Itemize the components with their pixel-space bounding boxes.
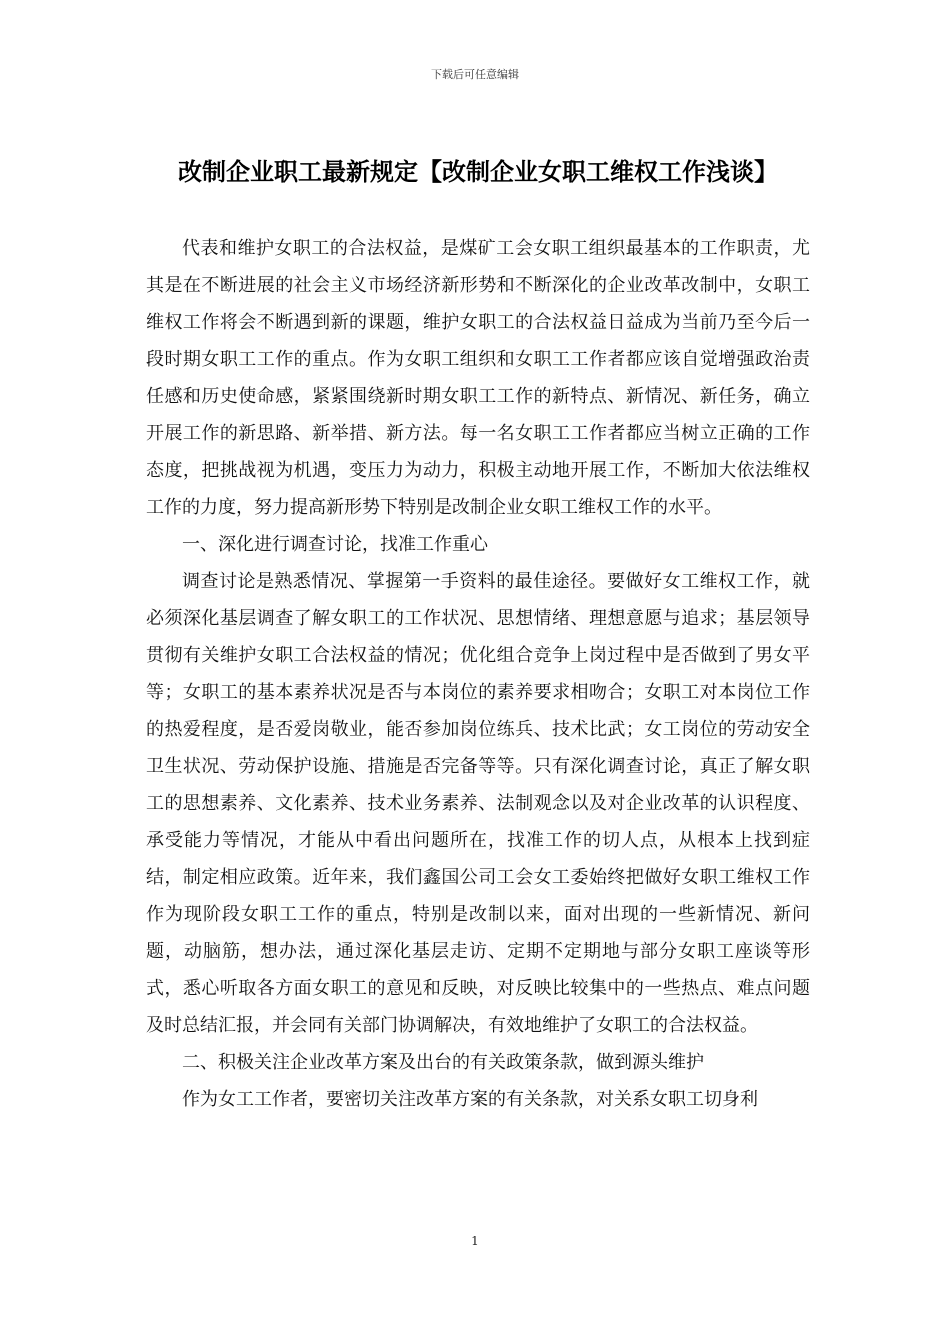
- page-number: 1: [471, 1234, 479, 1248]
- document-title: 改制企业职工最新规定【改制企业女职工维权工作浅谈】: [178, 158, 778, 186]
- document-body: [146, 230, 810, 1118]
- section-heading-1: 一、深化进行调查讨论，找准工作重心: [182, 534, 488, 555]
- page-header-note: 下载后可任意编辑: [431, 68, 519, 81]
- paragraph-section-2: 作为女工工作者，要密切关注改革方案的有关条款，对关系女职工切身利: [182, 1089, 758, 1110]
- paragraph-intro: 代表和维护女职工的合法权益，是煤矿工会女职工组织最基本的工作职责，尤其是在不断进展的社会主义市场经济新形势和不断深化的企业改革改制中，女职工维权工作将会不断遇到新的课题，维护女职工的合法权益日益成为当前乃至今后一段时期女职工工作的重点。作为女职工组织和女职工工作者都应该自觉增强政治责任感和历史使命感，紧紧围绕新时期女职工工作的新特点、新情况、新任务，确立开展工作的新思路、新举措、新方法。每一名女职工工作者都应当树立正确的工作态度，把挑战视为机遇，变压力为动力，积极主动地开展工作，不断加大依法维权工作的力度，努力提高新形势下特别是改制企业女职工维权工作的水平。: [146, 238, 810, 518]
- section-heading-2: 二、积极关注企业改革方案及出台的有关政策条款，做到源头维护: [182, 1052, 704, 1073]
- paragraph-section-1: 调查讨论是熟悉情况、掌握第一手资料的最佳途径。要做好女工维权工作，就必须深化基层调查了解女职工的工作状况、思想情绪、理想意愿与追求；基层领导贯彻有关维护女职工合法权益的情况；优化组合竞争上岗过程中是否做到了男女平等；女职工的基本素养状况是否与本岗位的素养要求相吻合；女职工对本岗位工作的热爱程度，是否爱岗敬业，能否参加岗位练兵、技术比武；女工岗位的劳动安全卫生状况、劳动保护设施、措施是否完备等等。只有深化调查讨论，真正了解女职工的思想素养、文化素养、技术业务素养、法制观念以及对企业改革的认识程度、承受能力等情况，才能从中看出问题所在，找准工作的切人点，从根本上找到症结，制定相应政策。近年来，我们鑫国公司工会女工委始终把做好女职工维权工作作为现阶段女职工工作的重点，特别是改制以来，面对出现的一些新情况、新问题，动脑筋，想办法，通过深化基层走访、定期不定期地与部分女职工座谈等形式，悉心听取各方面女职工的意见和反映，对反映比较集中的一些热点、难点问题及时总结汇报，并会同有关部门协调解决，有效地维护了女职工的合法权益。: [146, 571, 810, 1036]
